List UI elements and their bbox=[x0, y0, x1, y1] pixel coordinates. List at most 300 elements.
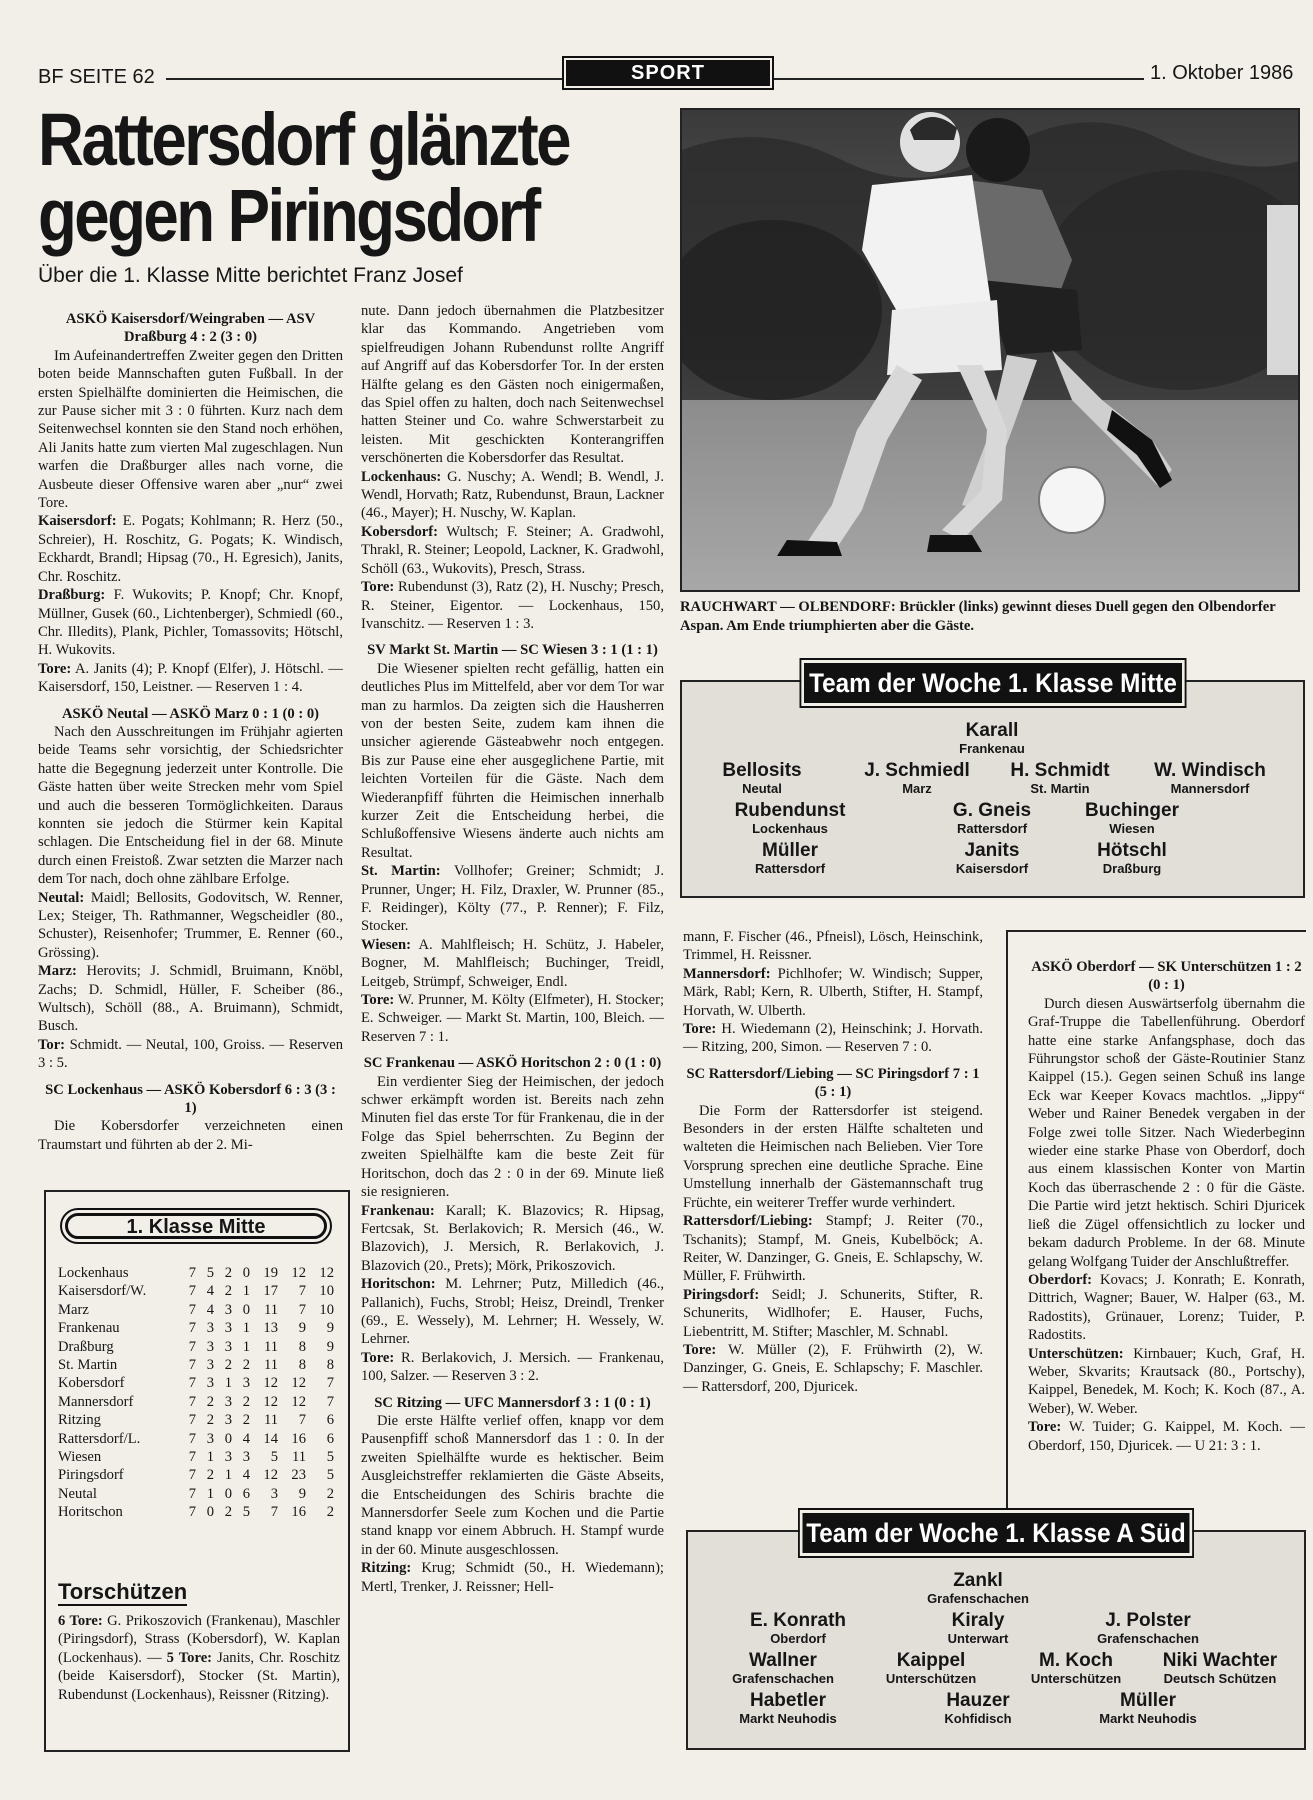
stat-cell: 23 bbox=[291, 1467, 306, 1484]
player-club: Kaisersdorf bbox=[955, 861, 1029, 876]
lineup-line bbox=[361, 578, 664, 633]
lineup-label: St. Martin: bbox=[361, 863, 441, 880]
scorers-tier-2: 5 Tore: bbox=[161, 1649, 213, 1666]
lineup-text: H. Wiedemann (2), Heinschink; J. Horvath. — Ritzing, 200, Simon. — Reserven 7 : 0. bbox=[683, 1021, 983, 1056]
standings-row bbox=[58, 1485, 334, 1503]
lineup-label: Tore: bbox=[683, 1341, 717, 1358]
team-player bbox=[1130, 760, 1290, 796]
team-player bbox=[710, 840, 870, 876]
stat-cell: 10 bbox=[319, 1283, 334, 1300]
team-player bbox=[682, 760, 842, 796]
team-name: Neutal bbox=[58, 1485, 97, 1502]
stat-cell: 1 bbox=[242, 1338, 250, 1355]
match-report: Ein verdienter Sieg der Heimischen, der jedoch schwer erkämpft worden ist. Bereits nach zehn Minuten fiel das erste Tor für Frankenau, die in der Folge das Spiel beherrschten. Zu Beginn der zweiten Spielhälfte kam die beste Zeit für Horitschon, doch das 2 : 0 in der 69. Minute ließ sie resignieren. bbox=[361, 1073, 664, 1201]
match-photo bbox=[680, 108, 1300, 592]
lineup-line bbox=[38, 586, 343, 660]
lineup-text: Herovits; J. Schmidl, Bruimann, Knöbl, Zachs; D. Schmidl, Hüller, F. Scheiber (86., Wultsch), Schöll (88., A. Bruimann), Schmidt, Busch. bbox=[38, 963, 343, 1035]
player-name: Habetler bbox=[749, 1690, 827, 1711]
player-name: J. Polster bbox=[1105, 1610, 1191, 1631]
lineup-line bbox=[361, 936, 664, 991]
player-name: Kiraly bbox=[951, 1610, 1005, 1631]
stat-cell: 1 bbox=[242, 1320, 250, 1337]
stat-cell: 5 bbox=[206, 1265, 214, 1281]
stat-cell: 7 bbox=[188, 1393, 196, 1410]
stat-cell: 2 bbox=[206, 1467, 214, 1484]
player-club: Unterwart bbox=[947, 1631, 1009, 1646]
player-name: Müller bbox=[762, 840, 818, 861]
lineup-text: Stampf; J. Reiter (70., Tschanits); Stampf, M. Gneis, Kubelböck; A. Reiter, W. Danzinger, G. Gneis, E. Schlapschy, W. Müller, F. Frühwirth. bbox=[683, 1213, 983, 1285]
stat-cell: 11 bbox=[263, 1301, 278, 1318]
headline-line-2: gegen Piringsdorf bbox=[38, 174, 539, 257]
player-name: Hauzer bbox=[946, 1690, 1010, 1711]
stat-cell: 3 bbox=[206, 1430, 214, 1447]
team-player bbox=[898, 1610, 1058, 1646]
scorers-list-2: Janits, Chr. Roschitz (beide Kaisersdorf), Stocker (St. Martin), Rubendunst (Lockenhaus), Reissner (Ritzing). bbox=[58, 1649, 341, 1703]
stat-cell: 11 bbox=[291, 1449, 306, 1466]
standings-row bbox=[58, 1448, 334, 1466]
lineup-line bbox=[361, 468, 664, 523]
lineup-line bbox=[361, 1349, 664, 1386]
team-player bbox=[718, 1610, 878, 1646]
header-rule-left bbox=[166, 78, 562, 80]
stat-cell: 7 bbox=[188, 1504, 196, 1521]
team-name: Kaisersdorf/W. bbox=[58, 1283, 147, 1300]
team-player bbox=[898, 1570, 1058, 1606]
standings-row bbox=[58, 1301, 334, 1319]
stat-cell: 12 bbox=[263, 1467, 278, 1484]
lineup-text: R. Berlakovich, J. Mersich. — Frankenau, 100, Salzer. — Reserven 3 : 2. bbox=[361, 1349, 664, 1385]
lineup-label: Piringsdorf: bbox=[683, 1286, 760, 1303]
stat-cell: 0 bbox=[224, 1485, 232, 1502]
stat-cell: 8 bbox=[298, 1357, 306, 1374]
standings-row bbox=[58, 1374, 334, 1392]
stat-cell: 0 bbox=[206, 1504, 214, 1521]
lineup-text: Wultsch; F. Steiner; A. Gradwohl, Thrakl, R. Steiner; Leopold, Lackner, K. Gradwohl, Schöll (63., Wukovits), Presch, Strass. bbox=[361, 523, 664, 577]
team-player bbox=[1140, 1650, 1300, 1686]
standings-title-frame bbox=[60, 1208, 332, 1244]
stat-cell: 1 bbox=[206, 1485, 214, 1502]
player-name: Zankl bbox=[953, 1570, 1003, 1591]
match-report: Die Wiesener spielten recht gefällig, hatten ein deutliches Plus im Mittelfeld, aber vor dem Tor war man zu harmlos. Da zeigten sich die Hausherren von der besten Seite, zudem kam ihnen die unsicher agierende Gästeabwehr noch entgegen. Bis zur Pause eine eher ausgeglichene Partie, mit leichten Vorteilen für die Gäste. Nach dem Wiederanpfiff führten die Heimischen innerhalb kurzer Zeit die Entscheidung herbei, die Schlußoffensive Wiesens änderte auch nichts am Resultat. bbox=[361, 660, 664, 861]
photo-caption: RAUCHWART — OLBENDORF: Brückler (links) gewinnt dieses Duell gegen den Olbendorfer Aspan. Am Ende triumphierten aber die Gäste. bbox=[680, 599, 1276, 634]
lineup-line bbox=[1028, 1271, 1305, 1345]
stat-cell: 3 bbox=[206, 1338, 214, 1355]
match-report: Die erste Hälfte verlief offen, knapp vor dem Pausenpfiff schoß Mannersdorf das 1 : 0. In der zweiten Spielhälfte wurde es hektischer. Beim Ausgleichstreffer reklamierten die Gäste Abseits, die Entscheidungen des Schiris brachte die Mannersdorfer Seele zum Kochen und die Partie stand knapp vor einem Abbruch. H. Stampf wurde in der 60. Minute ausgeschlossen. bbox=[361, 1412, 664, 1558]
article-column-3 bbox=[683, 928, 983, 1396]
lineup-text: Vollhofer; Greiner; Schmidt; J. Prunner, Unger; H. Filz, Draxler, W. Prunner (85., F. Reidinger), Költy (77., P. Renner); F. Filz, Stocker. bbox=[361, 863, 664, 935]
stat-cell: 13 bbox=[263, 1320, 278, 1337]
stat-cell: 7 bbox=[188, 1338, 196, 1355]
match-heading: ASKÖ Oberdorf — SK Unterschützen 1 : 2 (0 : 1) bbox=[1031, 959, 1302, 994]
lineup-text: M. Lehrner; Putz, Milledich (46., Pallanich), Fuchs, Strobl; Heisz, Dreindl, Trenker (69., E. Wessely), M. Lehrner; H. Wessely, W. Lehrner. bbox=[361, 1276, 664, 1348]
stat-cell: 7 bbox=[298, 1412, 306, 1429]
stat-cell: 0 bbox=[224, 1430, 232, 1447]
article-column-1 bbox=[38, 302, 343, 1154]
standings-table bbox=[58, 1264, 334, 1522]
section-label: SPORT bbox=[566, 60, 770, 86]
lineup-text: W. Tuider; G. Kaippel, M. Koch. — Oberdorf, 150, Djuricek. — U 21: 3 : 1. bbox=[1028, 1419, 1305, 1454]
lineup-label: Tor: bbox=[38, 1036, 66, 1053]
match-heading: ASKÖ Neutal — ASKÖ Marz 0 : 1 (0 : 0) bbox=[62, 705, 319, 722]
standings-row bbox=[58, 1430, 334, 1448]
lineup-line bbox=[38, 660, 343, 697]
team-name: Wiesen bbox=[58, 1449, 102, 1466]
lineup-text: A. Janits (4); P. Knopf (Elfer), J. Hötschl. — Kaisersdorf, 150, Leistner. — Reserven 1 : 4. bbox=[38, 660, 343, 696]
player-club: Markt Neuhodis bbox=[1099, 1711, 1197, 1726]
lineup-line bbox=[38, 512, 343, 586]
stat-cell: 7 bbox=[188, 1283, 196, 1300]
lineup-line bbox=[361, 991, 664, 1046]
lineup-line bbox=[38, 1036, 343, 1073]
stat-cell: 9 bbox=[298, 1485, 306, 1502]
lineup-text: W. Müller (2), F. Frühwirth (2), W. Danzinger, G. Gneis, E. Schlapschy; F. Maschler. — Rattersdorf, 200, Djuricek. bbox=[683, 1341, 983, 1395]
article-column-4 bbox=[1028, 950, 1305, 1455]
stat-cell: 5 bbox=[270, 1449, 278, 1466]
team-name: Horitschon bbox=[58, 1504, 123, 1521]
team-player bbox=[996, 1650, 1156, 1686]
team-of-week-sued bbox=[686, 1518, 1306, 1750]
stat-cell: 0 bbox=[242, 1265, 250, 1281]
stat-cell: 2 bbox=[326, 1485, 334, 1502]
stat-cell: 7 bbox=[188, 1430, 196, 1447]
match-heading: SC Frankenau — ASKÖ Horitschon 2 : 0 (1 : 0) bbox=[363, 1055, 662, 1072]
stat-cell: 9 bbox=[298, 1320, 306, 1337]
lineup-text: Rubendunst (3), Ratz (2), H. Nuschy; Presch, R. Steiner, Eigentor. — Lockenhaus, 150, Ivanschitz. — Reserven 1 : 3. bbox=[361, 579, 664, 632]
stat-cell: 2 bbox=[224, 1283, 232, 1300]
lineup-text: Maidl; Bellosits, Godovitsch, W. Renner, Lex; Steiger, Th. Rathmanner, Wegscheidler (80., Schuster), Reisenhofer; Trummer, E. Renner (60., Grössing). bbox=[38, 889, 343, 961]
team-name: Piringsdorf bbox=[58, 1467, 124, 1484]
stat-cell: 7 bbox=[298, 1301, 306, 1318]
lineup-label: Tore: bbox=[361, 1349, 395, 1366]
match-heading: SC Ritzing — UFC Mannersdorf 3 : 1 (0 : 1) bbox=[374, 1394, 651, 1411]
standings-row bbox=[58, 1338, 334, 1356]
lineup-text: G. Nuschy; A. Wendl; B. Wendl, J. Wendl, Horvath; Ratz, Rubendunst, Braun, Lackner (46., Mayer); H. Nuschy, W. Kaplan. bbox=[361, 468, 664, 522]
standings-row bbox=[58, 1356, 334, 1374]
player-club: Kohfidisch bbox=[944, 1711, 1012, 1726]
lineup-label: Marz: bbox=[38, 963, 77, 980]
stat-cell: 5 bbox=[242, 1504, 250, 1521]
stat-cell: 4 bbox=[242, 1430, 250, 1447]
stat-cell: 3 bbox=[224, 1338, 232, 1355]
stat-cell: 7 bbox=[188, 1467, 196, 1484]
player-club: Mannersdorf bbox=[1170, 781, 1250, 796]
stat-cell: 7 bbox=[298, 1283, 306, 1300]
stat-cell: 2 bbox=[224, 1357, 232, 1374]
stat-cell: 7 bbox=[188, 1412, 196, 1429]
team-player bbox=[710, 800, 870, 836]
lineup-line bbox=[361, 862, 664, 936]
stat-cell: 7 bbox=[326, 1393, 334, 1410]
player-club: Neutal bbox=[742, 781, 782, 796]
stat-cell: 1 bbox=[224, 1467, 232, 1484]
stat-cell: 16 bbox=[291, 1430, 306, 1447]
stat-cell: 2 bbox=[224, 1504, 232, 1521]
lineup-label: Lockenhaus: bbox=[361, 468, 442, 485]
lineup-line bbox=[361, 1559, 664, 1596]
player-club: Deutsch Schützen bbox=[1163, 1671, 1277, 1686]
stat-cell: 3 bbox=[224, 1412, 232, 1429]
standings-row bbox=[58, 1264, 334, 1282]
lineup-line bbox=[683, 1286, 983, 1341]
stat-cell: 10 bbox=[319, 1301, 334, 1318]
standings-row bbox=[58, 1393, 334, 1411]
team-of-week-mitte bbox=[680, 668, 1305, 898]
lineup-text: Seidl; J. Schunerits, Stifter, R. Schunerits, Widlhofer; E. Hauser, Fuchs, Liebentritt, M. Stifter; Maschler, M. Schnabl. bbox=[683, 1286, 983, 1340]
player-name: Niki Wachter bbox=[1162, 1650, 1278, 1671]
lineup-line bbox=[361, 523, 664, 578]
player-club: Unterschützen bbox=[885, 1671, 977, 1686]
player-name: Wallner bbox=[749, 1650, 817, 1671]
standings-title: 1. Klasse Mitte bbox=[65, 1213, 327, 1239]
lineup-line bbox=[683, 928, 983, 965]
lineup-text: E. Pogats; Kohlmann; R. Herz (50., Schreier), H. Roschitz, G. Pogats; K. Windisch, Eckhardt, Brandl; Hipsag (70., H. Egresich), Janits, Chr. Roschitz. bbox=[38, 513, 343, 585]
team-name: Frankenau bbox=[58, 1320, 120, 1337]
player-name: Karall bbox=[965, 720, 1019, 741]
player-name: Janits bbox=[964, 840, 1020, 861]
player-name: G. Gneis bbox=[952, 800, 1032, 821]
lineup-text: A. Mahlfleisch; H. Schütz, J. Habeler, Bogner, M. Mahlfleisch; Buchinger, Treidl, Leitgeb, Strümpf, Schweiger, Endl. bbox=[361, 936, 664, 990]
stat-cell: 3 bbox=[242, 1375, 250, 1392]
stat-cell: 3 bbox=[206, 1375, 214, 1392]
lineup-label: Mannersdorf: bbox=[683, 965, 771, 982]
stat-cell: 12 bbox=[263, 1375, 278, 1392]
team-name: Draßburg bbox=[58, 1338, 114, 1355]
stat-cell: 2 bbox=[206, 1393, 214, 1410]
player-club: St. Martin bbox=[1030, 781, 1090, 796]
stat-cell: 3 bbox=[224, 1301, 232, 1318]
scorers-title: Torschützen bbox=[58, 1579, 188, 1604]
stat-cell: 5 bbox=[326, 1467, 334, 1484]
stat-cell: 3 bbox=[270, 1485, 278, 1502]
scorers-tier-1: 6 Tore: bbox=[58, 1613, 103, 1629]
match-heading: SC Lockenhaus — ASKÖ Kobersdorf 6 : 3 (3 : 1) bbox=[45, 1081, 336, 1117]
lineup-line bbox=[38, 889, 343, 963]
player-name: Hötschl bbox=[1097, 840, 1167, 861]
stat-cell: 11 bbox=[263, 1412, 278, 1429]
stat-cell: 5 bbox=[326, 1449, 334, 1466]
player-name: Rubendunst bbox=[734, 800, 846, 821]
lineup-text: F. Wukovits; P. Knopf; Chr. Knopf, Müllner, Gusek (60., Lichtenberger), Schmiedl (60., Chr. Illedits), Plank, Pichler, Tomassovits; Hötschl, H. Wukovits. bbox=[38, 587, 343, 659]
stat-cell: 9 bbox=[326, 1320, 334, 1337]
player-club: Lockenhaus bbox=[752, 821, 828, 836]
match-heading: SC Rattersdorf/Liebing — SC Piringsdorf 7 : 1 (5 : 1) bbox=[686, 1065, 980, 1101]
issue-date: 1. Oktober 1986 bbox=[1150, 62, 1294, 84]
stat-cell: 2 bbox=[242, 1393, 250, 1410]
stat-cell: 4 bbox=[206, 1301, 214, 1318]
standings-box bbox=[44, 1190, 350, 1752]
lineup-line bbox=[361, 1275, 664, 1349]
player-name: H. Schmidt bbox=[1010, 760, 1110, 781]
team-player bbox=[912, 800, 1072, 836]
lineup-text: mann, F. Fischer (46., Pfneisl), Lösch, Heinschink, Trimmel, H. Reissner. bbox=[683, 929, 983, 964]
headline bbox=[38, 98, 569, 257]
player-club: Marz bbox=[902, 781, 932, 796]
player-name: Bellosits bbox=[722, 760, 802, 781]
stat-cell: 16 bbox=[291, 1504, 306, 1521]
lineup-label: Ritzing: bbox=[361, 1560, 412, 1577]
team-player bbox=[980, 760, 1140, 796]
lineup-line bbox=[683, 1020, 983, 1057]
lineup-text: W. Prunner, M. Költy (Elfmeter), H. Stocker; E. Schweiger. — Markt St. Martin, 100, Bleich. — Reserven 7 : 1. bbox=[361, 992, 664, 1045]
player-club: Oberdorf bbox=[770, 1631, 826, 1646]
lineup-label: Wiesen: bbox=[361, 936, 411, 953]
stat-cell: 7 bbox=[188, 1320, 196, 1337]
standings-row bbox=[58, 1282, 334, 1300]
player-club: Unterschützen bbox=[1030, 1671, 1122, 1686]
player-club: Frankenau bbox=[959, 741, 1025, 756]
team-name: Rattersdorf/L. bbox=[58, 1430, 141, 1447]
lineup-label: Rattersdorf/Liebing: bbox=[683, 1213, 813, 1230]
stat-cell: 7 bbox=[270, 1504, 278, 1521]
lineup-label: Horitschon: bbox=[361, 1276, 436, 1293]
stat-cell: 6 bbox=[326, 1412, 334, 1429]
stat-cell: 8 bbox=[326, 1357, 334, 1374]
lineup-label: Draßburg: bbox=[38, 587, 106, 604]
stat-cell: 7 bbox=[188, 1449, 196, 1466]
match-report: Die Form der Rattersdorfer ist steigend. Besonders in der ersten Hälfte schalteten und walteten die Heimischen nach Belieben. Vier Tore Vorsprung sprechen eine deutliche Sprache. Eine Umstellung innerhalb der Gästemannschaft trug Früchte, ein weiterer Treffer wurde verhindert. bbox=[683, 1102, 983, 1211]
stat-cell: 4 bbox=[206, 1283, 214, 1300]
stat-cell: 14 bbox=[263, 1430, 278, 1447]
match-report: Durch diesen Auswärtserfolg übernahm die Graf-Truppe die Tabellenführung. Oberdorf hatte eine starke Anfangsphase, doch das Führungstor schoß der Gäste-Routinier Stanz Kaippel (15.). Gegen seinen Schuß ins lange Eck war Keeper Kovacs machtlos. „Jippy“ Weber und Rainer Benedek vergaben in der Folge zwei tolle Sitzer. Nach Wiederbeginn wieder eine starke Phase von Oberdorf, doch aus einem klassischen Konter von Martin Koch das überraschende 2 : 0 für die Gäste. Die Partie wird jetzt hektisch. Schiri Djuricek ließ die Zügel offensichtlich zu locker und bekam dadurch Probleme. In der 68. Minute gelang Wolfgang Tuider der Anschlußtreffer. bbox=[1028, 995, 1305, 1270]
match-report: Im Aufeinandertreffen Zweiter gegen den Dritten boten beide Mannschaften guten Fußball. In der ersten Spielhälfte dominierten die Heimischen, die zur Pause sicher mit 3 : 0 führten. Kurz nach dem Seitenwechsel konnten sie den Stand noch erhöhen, Ali Janits hatte zum vierten Mal zugeschlagen. Nun warfen die Draßburger alles nach vorne, die Ausbeute dieser Offensive waren aber „nur“ zwei Tore. bbox=[38, 347, 343, 512]
team-player bbox=[1052, 800, 1212, 836]
team-name: Ritzing bbox=[58, 1412, 101, 1429]
lineup-text: Krug; Schmidt (50., H. Wiedemann); Mertl, Trenker, J. Reissner; Hell- bbox=[361, 1560, 664, 1595]
team-player bbox=[1052, 840, 1212, 876]
lineup-line bbox=[683, 1212, 983, 1286]
stat-cell: 19 bbox=[263, 1265, 278, 1281]
stat-cell: 3 bbox=[242, 1449, 250, 1466]
stat-cell: 7 bbox=[188, 1485, 196, 1502]
team-player bbox=[898, 1690, 1058, 1726]
player-name: Müller bbox=[1120, 1690, 1176, 1711]
lineup-label: Unterschützen: bbox=[1028, 1345, 1124, 1362]
stat-cell: 3 bbox=[224, 1449, 232, 1466]
player-club: Grafenschachen bbox=[1097, 1631, 1199, 1646]
lineup-text: Pichlhofer; W. Windisch; Supper, Märk, Rabl; Kern, R. Ulberth, Stifter, H. Stampf, Horvath, W. Ulberth. bbox=[683, 965, 983, 1019]
stat-cell: 4 bbox=[242, 1467, 250, 1484]
stat-cell: 11 bbox=[263, 1338, 278, 1355]
stat-cell: 3 bbox=[206, 1320, 214, 1337]
scorers-list-1: G. Prikoszovich (Frankenau), Maschler (Piringsdorf), Strass (Kobersdorf), W. Kaplan (Lockenhaus). — bbox=[58, 1613, 340, 1666]
headline-line-1: Rattersdorf glänzte bbox=[38, 98, 569, 181]
match-report: Die Kobersdorfer verzeichneten einen Traumstart und führten ab der 2. Mi- bbox=[38, 1118, 343, 1153]
section-banner bbox=[562, 56, 774, 90]
player-club: Grafenschachen bbox=[732, 1671, 834, 1686]
lineup-line bbox=[361, 1202, 664, 1276]
page-number: BF SEITE 62 bbox=[38, 66, 155, 88]
stat-cell: 0 bbox=[242, 1301, 250, 1318]
team-sued-title: Team der Woche 1. Klasse A Süd bbox=[800, 1510, 1192, 1556]
lineup-line bbox=[361, 302, 664, 468]
match-heading: ASKÖ Kaisersdorf/Weingraben — ASV Draßburg 4 : 2 (3 : 0) bbox=[65, 311, 316, 346]
stat-cell: 12 bbox=[291, 1393, 306, 1410]
football-players-photo bbox=[682, 110, 1300, 592]
player-name: Buchinger bbox=[1085, 800, 1179, 821]
lineup-line bbox=[1028, 1345, 1305, 1419]
stat-cell: 2 bbox=[242, 1357, 250, 1374]
stat-cell: 7 bbox=[326, 1375, 334, 1392]
lineup-label: Tore: bbox=[1028, 1419, 1062, 1436]
lineup-label: Tore: bbox=[683, 1021, 717, 1038]
scorers-text bbox=[58, 1612, 340, 1704]
lineup-text: Karall; K. Blazovics; R. Hipsag, Fertcsak, St. Berlakovich; R. Mersich (46., W. Blazovich), J. Mersich, R. Berlakovich, J. Blazovich (20., Prets); Mörk, Prikoszovich. bbox=[361, 1202, 664, 1274]
player-name: J. Schmiedl bbox=[864, 760, 970, 781]
lineup-text: Kovacs; J. Konrath; E. Konrath, Dittrich, Wagner; Bauer, W. Halper (63., M. Radostits), Grünauer, Lorenz; Tuider, P. Radostits. bbox=[1028, 1271, 1305, 1344]
player-club: Wiesen bbox=[1109, 821, 1155, 836]
team-name: St. Martin bbox=[58, 1357, 118, 1374]
lineup-label: Kaisersdorf: bbox=[38, 513, 117, 530]
stat-cell: 8 bbox=[298, 1338, 306, 1355]
stat-cell: 11 bbox=[263, 1357, 278, 1374]
stat-cell: 2 bbox=[242, 1412, 250, 1429]
lineup-label: Tore: bbox=[361, 579, 395, 596]
match-report: Nach den Ausschreitungen im Frühjahr agierten beide Teams sehr vorsichtig, der Schiedsrichter hatte die Begegnung jederzeit unter Kontrolle. Die Gäste hatten über weite Strecken mehr vom Spiel und auch die besseren Tormöglichkeiten. Daraus konnten sie jedoch die Stürmer kein Kapital schlagen. Die Entscheidung fiel in der 68. Minute durch einen Freistoß. Zwar setzten die Marzer nach dem Tor nach, doch ohne zählbare Erfolge. bbox=[38, 723, 343, 888]
team-name: Kobersdorf bbox=[58, 1375, 125, 1392]
lineup-label: Tore: bbox=[38, 660, 72, 677]
player-club: Grafenschachen bbox=[927, 1591, 1029, 1606]
player-club: Rattersdorf bbox=[754, 861, 826, 876]
lineup-line bbox=[1028, 1418, 1305, 1455]
stat-cell: 2 bbox=[206, 1412, 214, 1429]
team-name: Mannersdorf bbox=[58, 1393, 134, 1410]
lineup-line bbox=[38, 962, 343, 1036]
team-player bbox=[912, 840, 1072, 876]
match-heading: SV Markt St. Martin — SC Wiesen 3 : 1 (1 : 1) bbox=[367, 642, 658, 659]
stat-cell: 7 bbox=[188, 1265, 196, 1281]
stat-cell: 6 bbox=[242, 1485, 250, 1502]
team-player bbox=[837, 760, 997, 796]
stat-cell: 3 bbox=[206, 1357, 214, 1374]
lineup-label: Frankenau: bbox=[361, 1202, 435, 1219]
stat-cell: 12 bbox=[319, 1265, 334, 1281]
team-mitte-title: Team der Woche 1. Klasse Mitte bbox=[801, 660, 1184, 706]
player-club: Rattersdorf bbox=[956, 821, 1028, 836]
team-player bbox=[912, 720, 1072, 756]
lineup-label: Neutal: bbox=[38, 889, 85, 906]
stat-cell: 1 bbox=[206, 1449, 214, 1466]
player-name: Kaippel bbox=[896, 1650, 966, 1671]
team-player bbox=[1068, 1610, 1228, 1646]
lineup-line bbox=[683, 1341, 983, 1396]
stat-cell: 12 bbox=[263, 1393, 278, 1410]
player-name: M. Koch bbox=[1039, 1650, 1113, 1671]
lineup-text: nute. Dann jedoch übernahmen die Platzbesitzer klar das Kommando. Angetrieben vom spielfreudigen Johann Rubendunst rollte Angriff auf Angriff auf das Kobersdorfer Tor. In der ersten Hälfte gelang es den Gästen noch einigermaßen, das Spiel offen zu halten, doch nach Seitenwechsel hatten Steiner und Co. wahre Schwerstarbeit zu leisten. Mit geschickten Konterangriffen verschönerten die Kobersdorfer das Resultat. bbox=[361, 303, 664, 467]
standings-row bbox=[58, 1503, 334, 1521]
team-player bbox=[1068, 1690, 1228, 1726]
stat-cell: 3 bbox=[224, 1320, 232, 1337]
lineup-text: Kirnbauer; Kuch, Graf, H. Weber, Skvarits; Krautsack (80., Portschy), Kaippel, Benedek, M. Koch; K. Koch (87., A. Weber), W. Weber. bbox=[1028, 1345, 1305, 1417]
stat-cell: 3 bbox=[224, 1393, 232, 1410]
stat-cell: 12 bbox=[291, 1375, 306, 1392]
standings-row bbox=[58, 1411, 334, 1429]
stat-cell: 6 bbox=[326, 1430, 334, 1447]
stat-cell: 7 bbox=[188, 1301, 196, 1318]
lineup-text: Schmidt. — Neutal, 100, Groiss. — Reserven 3 : 5. bbox=[38, 1036, 343, 1072]
stat-cell: 7 bbox=[188, 1357, 196, 1374]
stat-cell: 2 bbox=[224, 1265, 232, 1281]
lineup-label: Kobersdorf: bbox=[361, 523, 439, 540]
stat-cell: 1 bbox=[224, 1375, 232, 1392]
team-name: Lockenhaus bbox=[58, 1265, 129, 1281]
lineup-label: Tore: bbox=[361, 992, 395, 1009]
stat-cell: 1 bbox=[242, 1283, 250, 1300]
stat-cell: 9 bbox=[326, 1338, 334, 1355]
standings-row bbox=[58, 1319, 334, 1337]
lineup-label: Oberdorf: bbox=[1028, 1271, 1093, 1288]
stat-cell: 2 bbox=[326, 1504, 334, 1521]
player-club: Markt Neuhodis bbox=[739, 1711, 837, 1726]
